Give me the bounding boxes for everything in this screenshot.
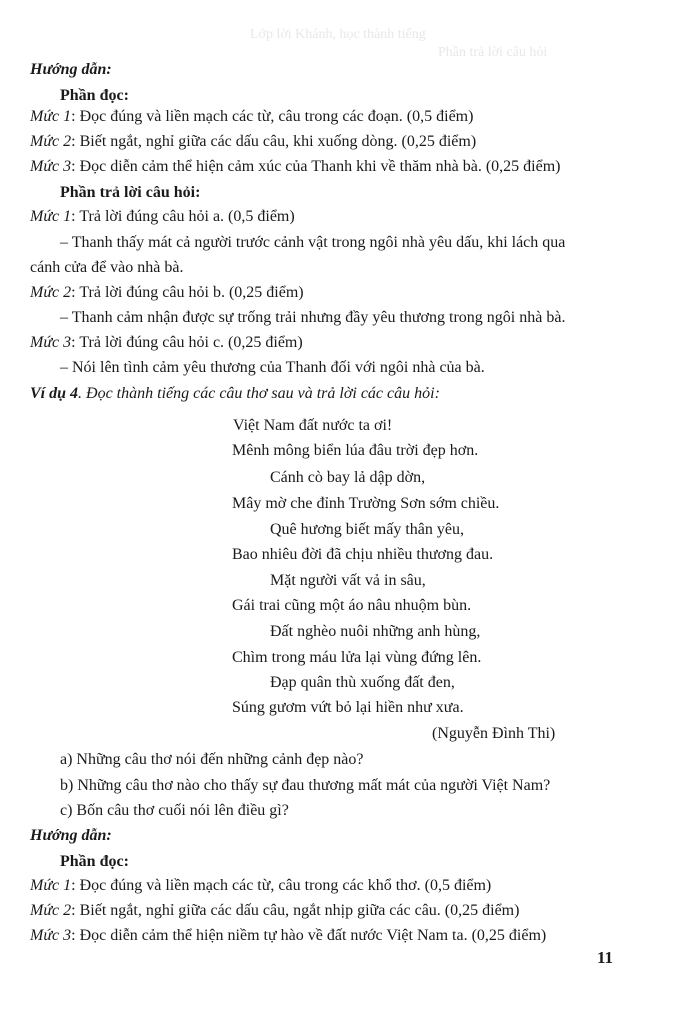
poem-line: Quê hương biết mấy thân yêu, [270, 521, 464, 538]
poem-line: Mây mờ che đỉnh Trường Sơn sớm chiều. [232, 495, 500, 512]
answer-level-2: Mức 2: Trả lời đúng câu hỏi b. (0,25 điểm) [30, 284, 304, 301]
reading-level-2-b: Mức 2: Biết ngắt, nghỉ giữa các dấu câu, ngắt nhịp giữa các câu. (0,25 điểm) [30, 902, 520, 919]
show-through-text: Lớp lời Khánh, học thành tiếng [250, 27, 426, 42]
reading-section-title: Phần đọc: [60, 87, 129, 104]
question-c: c) Bốn câu thơ cuối nói lên điều gì? [60, 802, 289, 819]
poem-line: Gái trai cũng một áo nâu nhuộm bùn. [232, 597, 472, 614]
reading-level-3: Mức 3: Đọc diễn cảm thể hiện cảm xúc của Thanh khi về thăm nhà bà. (0,25 điểm) [30, 158, 561, 175]
page-number: 11 [597, 948, 614, 967]
reading-section-title-2: Phần đọc: [60, 853, 129, 870]
reading-level-3-b: Mức 3: Đọc diễn cảm thể hiện niềm tự hào về đất nước Việt Nam ta. (0,25 điểm) [30, 927, 547, 944]
poem-line: Việt Nam đất nước ta ơi! [233, 417, 393, 434]
poem-line: Chìm trong máu lửa lại vùng đứng lên. [232, 649, 482, 666]
poem-line: Súng gươm vứt bỏ lại hiền như xưa. [232, 699, 464, 716]
reading-level-2: Mức 2: Biết ngắt, nghỉ giữa các dấu câu, khi xuống dòng. (0,25 điểm) [30, 133, 477, 150]
reading-level-1-b: Mức 1: Đọc đúng và liền mạch các từ, câu trong các khổ thơ. (0,5 điểm) [30, 877, 492, 894]
guide-heading-2: Hướng dẫn: [30, 827, 112, 844]
poem-line: Bao nhiêu đời đã chịu nhiều thương đau. [232, 546, 494, 563]
poem-line: Đất nghèo nuôi những anh hùng, [270, 623, 481, 640]
poem-author: (Nguyễn Đình Thi) [432, 725, 556, 742]
question-b: b) Những câu thơ nào cho thấy sự đau thương mất mát của người Việt Nam? [60, 777, 551, 794]
answer-section-title: Phần trả lời câu hỏi: [60, 184, 201, 201]
answer-level-1: Mức 1: Trả lời đúng câu hỏi a. (0,5 điểm) [30, 208, 295, 225]
show-through-text: Phần trả lời câu hỏi [438, 45, 548, 60]
poem-line: Mặt người vất vả in sâu, [270, 572, 426, 589]
question-a: a) Những câu thơ nói đến những cảnh đẹp nào? [60, 751, 364, 768]
answer-level-1-detail: – Thanh thấy mát cả người trước cảnh vật trong ngôi nhà yêu dấu, khi lách qua [60, 234, 566, 251]
poem-line: Cánh cò bay lả dập dờn, [270, 469, 426, 486]
example-4-prompt: Ví dụ 4. Đọc thành tiếng các câu thơ sau và trả lời các câu hỏi: [30, 385, 440, 402]
reading-level-1: Mức 1: Đọc đúng và liền mạch các từ, câu trong các đoạn. (0,5 điểm) [30, 108, 474, 125]
poem-line: Mênh mông biển lúa đâu trời đẹp hơn. [232, 442, 479, 459]
answer-level-2-detail: – Thanh cảm nhận được sự trống trải nhưng đầy yêu thương trong ngôi nhà bà. [60, 309, 566, 326]
answer-level-1-detail-cont: cánh cửa để vào nhà bà. [30, 259, 184, 276]
guide-heading: Hướng dẫn: [30, 61, 112, 78]
answer-level-3-detail: – Nói lên tình cảm yêu thương của Thanh đối với ngôi nhà của bà. [60, 359, 485, 376]
answer-level-3: Mức 3: Trả lời đúng câu hỏi c. (0,25 điểm) [30, 334, 303, 351]
poem-line: Đạp quân thù xuống đất đen, [270, 674, 455, 691]
